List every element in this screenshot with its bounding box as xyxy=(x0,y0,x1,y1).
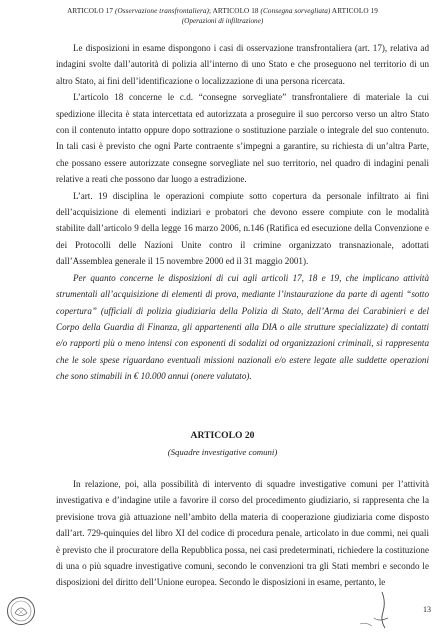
running-subheader: (Operazioni di infiltrazione) xyxy=(181,17,264,25)
paragraph-controlled-delivery: L’articolo 18 concerne le c.d. “consegne sorvegliate” transfrontaliere di materiale la cui spedizione illecita è stata intercettata ed autorizzata a proseguire il suo percorso verso un altro Stato con il contenuto intatto oppure dopo sottrazione o sostituzione parziale o integrale del suo contenuto. In tali casi è previsto che ogni Parte contraente s’impegni a garantire, su richiesta di un’altra Parte, che possano essere autorizzate consegne sorvegliate nel suo territorio, nel quadro di indagini penali relative a reati che possono dar luogo a estradizione. xyxy=(56,92,429,185)
header-article-18: ; ARTICOLO 18 xyxy=(209,7,261,15)
seal-stamp-icon xyxy=(6,596,36,626)
paragraph-joint-teams: In relazione, poi, alla possibilità di intervento di squadre investigative comuni per l’attività investigativa e d’indagine utile a favorire il corso del procedimento giudiziario, si rappresenta che la previsione trova già attuazione nell’ambito della materia di cooperazione giudiziaria come disposto dall’art. 729-quinquies del libro XI del codice di procedura penale, articolato in due commi, nei quali è previsto che il procuratore della Repubblica possa, nei casi predeterminati, richiedere la costituzione di una o più squadre investigative comuni, secondo le convenzioni tra gli Stati membri e secondo le disposizioni del diritto dell’Unione europea. Secondo le disposizioni in esame, pertanto, le xyxy=(56,479,429,588)
header-article-17-title: (Osservazione transfrontaliera) xyxy=(114,7,210,15)
section-title: ARTICOLO 20 xyxy=(190,430,255,441)
header-article-17: ARTICOLO 17 xyxy=(67,7,115,15)
page-number: 13 xyxy=(423,605,431,614)
header-article-18-title: (Consegna sorvegliata) xyxy=(260,7,331,15)
body-text-upper xyxy=(56,40,429,385)
paragraph-costs: Per quanto concerne le disposizioni di cui agli articoli 17, 18 e 19, che implicano attività strumentali all’acquisizione di elementi di prova, mediante l’instaurazione da parte di agenti “sotto copertura” (ufficiali di polizia giudiziaria della Polizia di Stato, dell’Arma dei Carabinieri e del Corpo della Guardia di Finanza, gli appartenenti alla DIA o alle strutture specializzate) di contatti e/o rapporti più o meno intensi con esponenti di sodalizi od organizzazioni criminali, si rappresenta che le sole spese riguardano eventuali missioni nazionali e/o estere legate alle suddette operazioni che sono stimabili in € 10.000 annui (onere valutato). xyxy=(56,272,429,382)
paragraph-observation: Le disposizioni in esame dispongono i casi di osservazione transfrontaliera (art. 17), relativa ad indagini svolte dall’autorità di polizia all’interno di uno Stato e che proseguono nel territorio di un altro Stato, ai fini dell’identificazione o localizzazione di una persona ricercata. xyxy=(56,43,429,86)
running-header xyxy=(22,6,423,16)
handwritten-initials-icon xyxy=(352,588,402,632)
section-subtitle: (Squadre investigative comuni) xyxy=(167,447,278,457)
body-text-lower xyxy=(56,476,429,591)
paragraph-infiltration: L’art. 19 disciplina le operazioni compiute sotto copertura da personale infiltrato ai fini dell’acquisizione di elementi indiziari e probatori che devono essere compiute con le modalità stabilite dall’articolo 9 della legge 16 marzo 2006, n.146 (Ratifica ed esecuzione della Convenzione e dei Protocolli delle Nazioni Unite contro il crimine organizzato transnazionale, adottati dall’Assemblea generale il 15 novembre 2000 ed il 31 maggio 2001). xyxy=(56,190,429,267)
header-article-19: ARTICOLO 19 xyxy=(330,7,378,15)
